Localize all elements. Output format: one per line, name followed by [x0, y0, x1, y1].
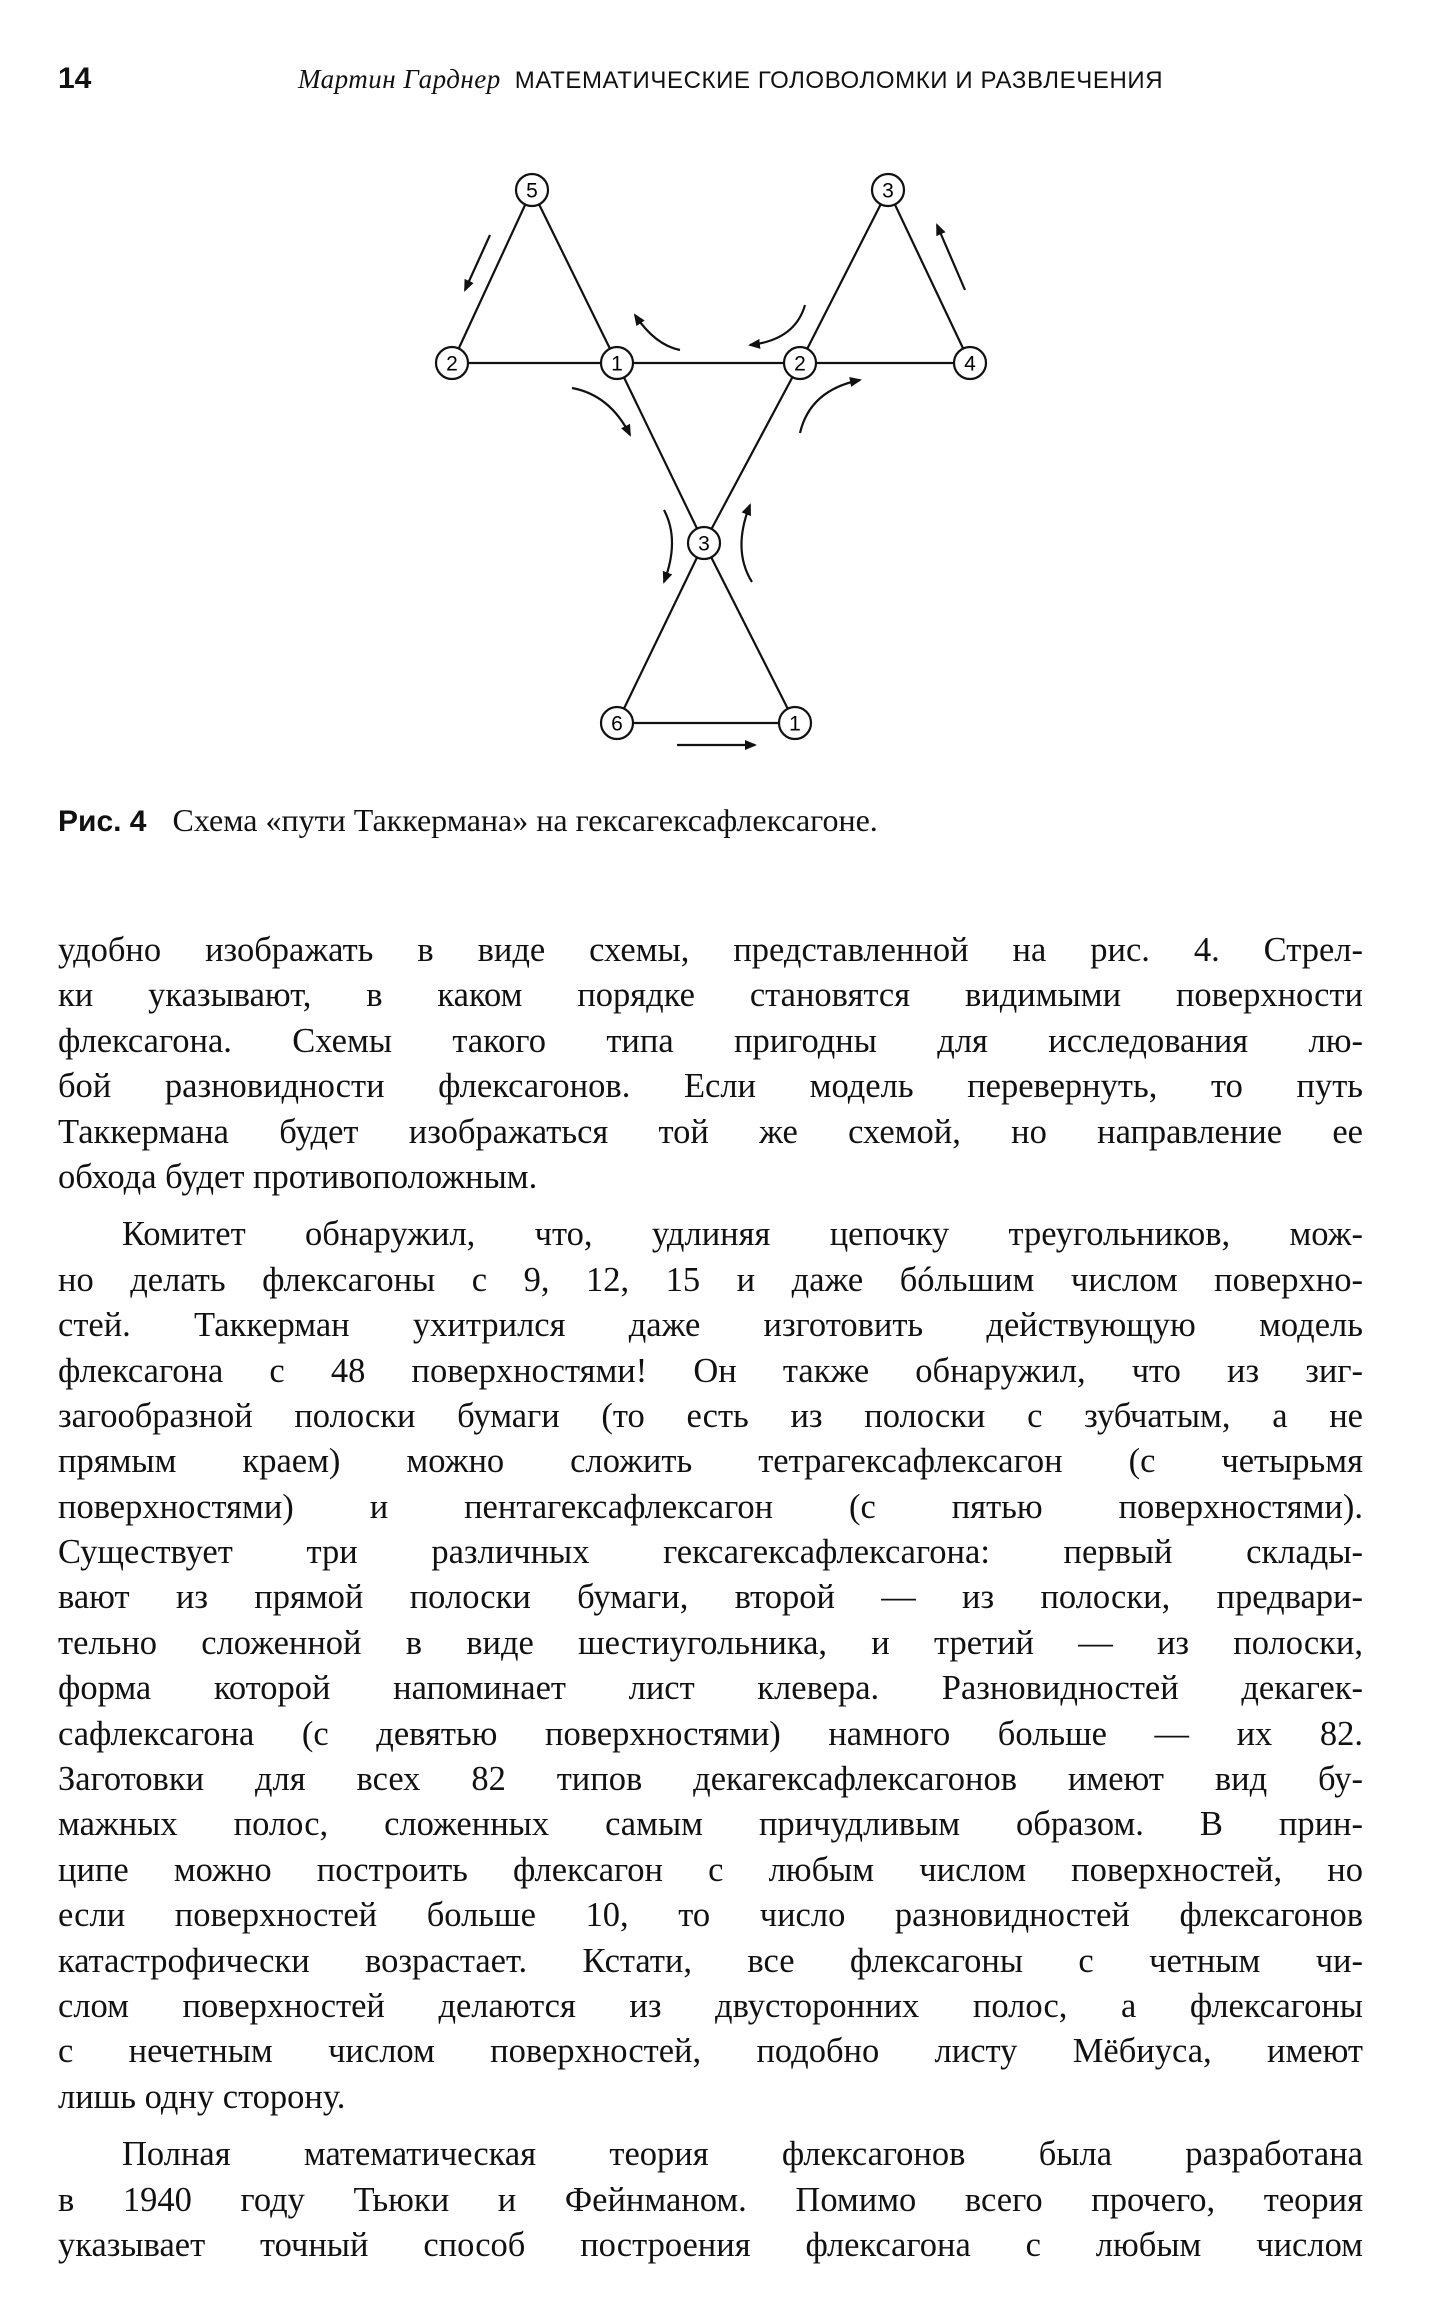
node-middle — [688, 527, 720, 559]
text-line: поверхностями) и пентагексафлексагон (с пятью поверхностями). — [58, 1487, 1363, 1526]
node-left — [436, 347, 468, 379]
arrow-4-to-3 — [937, 225, 965, 290]
node-label-top-left: 5 — [526, 179, 538, 203]
paragraph-gap — [58, 2120, 1363, 2132]
text-line: слом поверхностей делаются из двусторонних полос, а флексагоны — [58, 1986, 1363, 2025]
text-line: тельно сложенной в виде шестиугольника, и третий — из полоски, — [58, 1623, 1363, 1662]
arrow-1-to-3 — [572, 388, 630, 435]
node-label-bottom-left: 6 — [611, 712, 623, 736]
paragraph — [58, 928, 1363, 1200]
text-line: но делать флексагоны с 9, 12, 15 и даже бóльшим числом поверхно- — [58, 1260, 1363, 1299]
node-label-right: 4 — [964, 352, 976, 376]
edge-3-2 — [800, 190, 888, 363]
node-bottom-right — [779, 707, 811, 739]
edge-3-1 — [704, 543, 795, 723]
node-label-top-right: 3 — [882, 179, 894, 203]
node-label-center-right: 2 — [794, 352, 806, 376]
node-label-left: 2 — [446, 352, 458, 376]
text-line: если поверхностей больше 10, то число разновидностей флексагонов — [58, 1896, 1363, 1935]
node-top-right — [872, 174, 904, 206]
caption-label: Рис. 4 — [58, 805, 147, 838]
edge-1-3 — [617, 363, 704, 543]
node-label-middle: 3 — [698, 532, 710, 556]
text-line: вают из прямой полоски бумаги, второй — из полоски, предвари- — [58, 1578, 1363, 1617]
text-line: флексагона. Схемы такого типа пригодны для исследования лю- — [58, 1021, 1363, 1060]
node-top-left — [516, 174, 548, 206]
edge-3-4 — [888, 190, 970, 363]
arrow-1-to-5 — [635, 315, 680, 350]
diagram-svg — [0, 150, 1433, 760]
text-line: в 1940 году Тьюки и Фейнманом. Помимо всего прочего, теория — [58, 2180, 1363, 2219]
arrow-3-up — [741, 505, 752, 582]
text-line: Заготовки для всех 82 типов декагексафлексагонов имеют вид бу- — [58, 1760, 1363, 1799]
edge-3-6 — [617, 543, 704, 723]
paragraph-gap — [58, 1200, 1363, 1212]
edge-5-1 — [532, 190, 617, 363]
diagram-nodes — [436, 174, 986, 739]
node-label-center-left: 1 — [611, 352, 623, 376]
text-line: лишь одну сторону. — [58, 2077, 346, 2116]
node-right — [954, 347, 986, 379]
edge-5-2 — [452, 190, 532, 363]
edge-2-3 — [704, 363, 800, 543]
arrow-3-to-2 — [750, 305, 805, 345]
text-line: ципе можно построить флексагон с любым числом поверхностей, но — [58, 1850, 1363, 1889]
text-line: стей. Таккерман ухитрился даже изготовить действующую модель — [58, 1306, 1363, 1345]
arrow-5-to-2 — [465, 235, 490, 290]
arrow-3-down — [664, 510, 672, 582]
text-line: ки указывают, в каком порядке становятся видимыми поверхности — [58, 976, 1363, 1015]
figure-tuckerman-traverse — [0, 150, 1433, 760]
text-line: указывает точный способ построения флексагона с любым числом — [58, 2225, 1363, 2264]
text-line: Существует три различных гексагексафлексагона: первый склады- — [58, 1533, 1363, 1572]
traverse-arrows — [465, 225, 965, 745]
node-bottom-left — [601, 707, 633, 739]
page-number: 14 — [58, 62, 92, 95]
diagram-edges — [452, 190, 970, 723]
text-line: сафлексагона (с девятью поверхностями) намного больше — их 82. — [58, 1714, 1363, 1753]
node-center-left — [601, 347, 633, 379]
text-line: Комитет обнаружил, что, удлиняя цепочку треугольников, мож- — [122, 1215, 1363, 1254]
node-center-right — [784, 347, 816, 379]
page-header — [58, 62, 1375, 106]
text-line: загообразной полоски бумаги (то есть из полоски с зубчатым, а не — [58, 1396, 1363, 1435]
book-title: МАТЕМАТИЧЕСКИЕ ГОЛОВОЛОМКИ И РАЗВЛЕЧЕНИЯ — [514, 67, 1164, 94]
paragraph — [58, 1212, 1363, 2120]
text-line: бой разновидности флексагонов. Если модель перевернуть, то путь — [58, 1067, 1363, 1106]
body-text — [58, 928, 1363, 2268]
text-line: удобно изображать в виде схемы, представленной на рис. 4. Стрел- — [58, 931, 1363, 969]
author-name: Мартин Гарднер — [298, 64, 501, 94]
text-line: мажных полос, сложенных самым причудливым образом. В прин- — [58, 1805, 1363, 1844]
text-line: прямым краем) можно сложить тетрагексафлексагон (с четырьмя — [58, 1442, 1363, 1481]
figure-caption — [58, 802, 878, 839]
caption-text: Схема «пути Таккермана» на гексагексафлексагоне. — [172, 802, 878, 838]
node-label-bottom-right: 1 — [789, 712, 801, 736]
text-line: с нечетным числом поверхностей, подобно листу Мёбиуса, имеют — [58, 2032, 1363, 2071]
text-line: обхода будет противоположным. — [58, 1157, 538, 1196]
arrow-2-to-4 — [800, 380, 860, 433]
running-head — [298, 64, 1163, 95]
text-line: Полная математическая теория флексагонов была разработана — [122, 2135, 1363, 2174]
text-line: флексагона с 48 поверхностями! Он также обнаружил, что из зиг- — [58, 1351, 1363, 1390]
text-line: Таккермана будет изображаться той же схемой, но направление ее — [58, 1112, 1363, 1151]
text-line: катастрофически возрастает. Кстати, все флексагоны с четным чи- — [58, 1941, 1363, 1980]
paragraph — [58, 2132, 1363, 2268]
text-line: форма которой напоминает лист клевера. Разновидностей декагек- — [58, 1669, 1363, 1708]
